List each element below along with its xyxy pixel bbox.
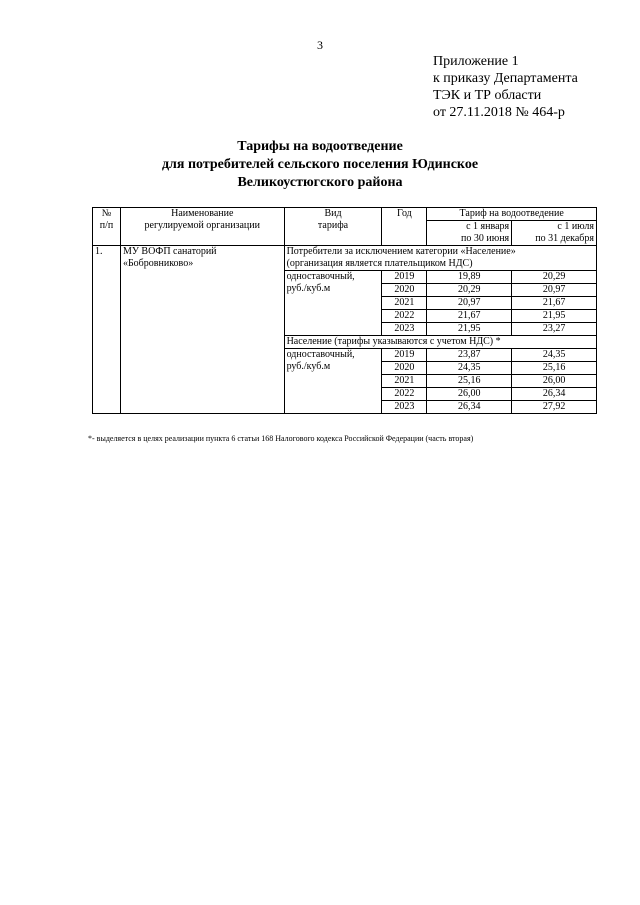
header-row-1 [93, 208, 597, 221]
header-year: Год [382, 208, 427, 246]
tariff-h2-cell: 21,67 [512, 297, 597, 310]
page-number: 3 [317, 38, 323, 52]
header-tariff: Тариф на водоотведение [427, 208, 597, 221]
year-cell: 2021 [382, 375, 427, 388]
tariff-h1-cell: 19,89 [427, 271, 512, 284]
tariff-h1-cell: 20,97 [427, 297, 512, 310]
group-2-label: Население (тарифы указываются с учетом НДС) * [284, 336, 596, 349]
header-org: Наименование регулируемой организации [120, 208, 284, 246]
tariff-h1-cell: 26,34 [427, 401, 512, 414]
year-cell: 2022 [382, 388, 427, 401]
year-cell: 2023 [382, 323, 427, 336]
annex-line-4: от 27.11.2018 № 464-р [433, 105, 565, 120]
header-type: Вид тарифа [284, 208, 382, 246]
tariff-h1-cell: 26,00 [427, 388, 512, 401]
tariff-h1-cell: 24,35 [427, 362, 512, 375]
document-title [0, 138, 640, 192]
title-line-3: Великоустюгского района [237, 175, 403, 190]
year-cell: 2019 [382, 349, 427, 362]
header-num: № п/п [93, 208, 121, 246]
annex-line-2: к приказу Департамента [433, 71, 578, 86]
year-cell: 2019 [382, 271, 427, 284]
year-cell: 2020 [382, 362, 427, 375]
tariff-h1-cell: 20,29 [427, 284, 512, 297]
tariff-h2-cell: 25,16 [512, 362, 597, 375]
tariff-h1-cell: 21,95 [427, 323, 512, 336]
tariff-h2-cell: 26,00 [512, 375, 597, 388]
year-cell: 2020 [382, 284, 427, 297]
title-line-2: для потребителей сельского поселения Юдинское [161, 157, 479, 172]
group-1-type: одноставочный, руб./куб.м [284, 271, 382, 336]
tariff-h2-cell: 21,95 [512, 310, 597, 323]
annex-line-1: Приложение 1 [433, 54, 519, 69]
row-number: 1. [93, 246, 121, 414]
year-cell: 2022 [382, 310, 427, 323]
header-period-1: с 1 января по 30 июня [427, 221, 512, 246]
group-2-type: одноставочный, руб./куб.м [284, 349, 382, 414]
tariff-h2-cell: 24,35 [512, 349, 597, 362]
tariff-h2-cell: 23,27 [512, 323, 597, 336]
organization-name: МУ ВОФП санаторий «Бобровниково» [120, 246, 284, 414]
annex-line-3: ТЭК и ТР области [433, 88, 542, 103]
tariff-h1-cell: 23,87 [427, 349, 512, 362]
tariff-h2-cell: 27,92 [512, 401, 597, 414]
tariff-table [92, 207, 597, 414]
title-line-1: Тарифы на водоотведение [237, 139, 403, 154]
header-period-2: с 1 июля по 31 декабря [512, 221, 597, 246]
tariff-h1-cell: 21,67 [427, 310, 512, 323]
tariff-h2-cell: 26,34 [512, 388, 597, 401]
year-cell: 2023 [382, 401, 427, 414]
tariff-h2-cell: 20,97 [512, 284, 597, 297]
footnote: *- выделяется в целях реализации пункта 6 статьи 168 Налогового кодекса Российской Федерации (часть вторая) [88, 434, 474, 443]
tariff-h2-cell: 20,29 [512, 271, 597, 284]
tariff-h1-cell: 25,16 [427, 375, 512, 388]
group-1-label-row [93, 246, 597, 271]
group-1-label: Потребители за исключением категории «Население» (организация является плательщиком НДС) [284, 246, 596, 271]
year-cell: 2021 [382, 297, 427, 310]
annex-block [433, 53, 578, 121]
